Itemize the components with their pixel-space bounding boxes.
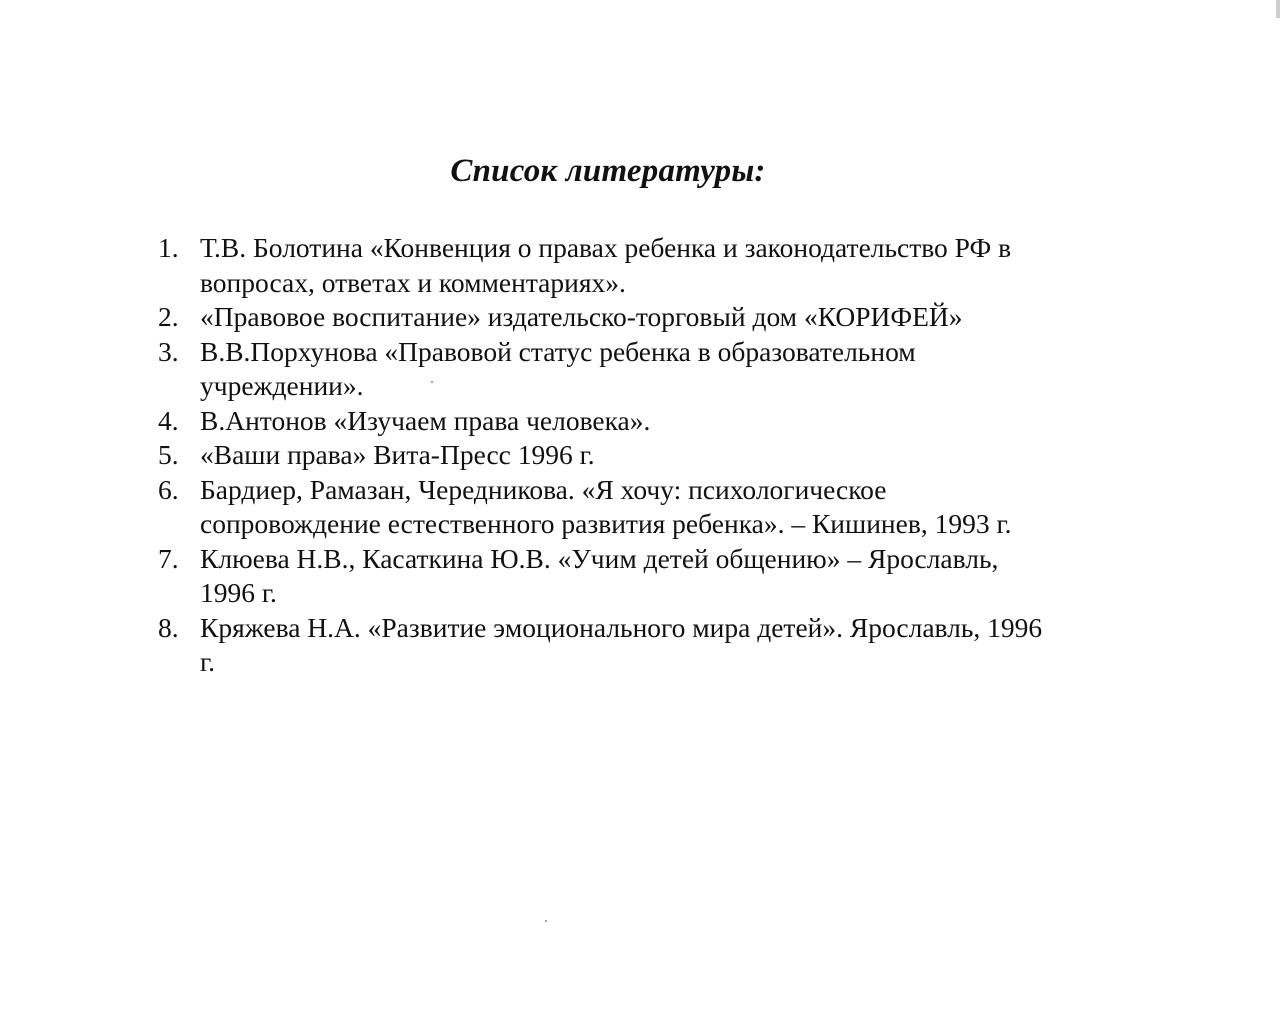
item-number: 1. (158, 232, 179, 263)
item-text: «Правовое воспитание» издательско-торговый дом «КОРИФЕЙ» (200, 301, 963, 332)
item-number: 3. (158, 335, 179, 367)
item-number: 4. (158, 404, 179, 436)
scan-edge-mark (1276, 0, 1280, 18)
list-item (158, 231, 1058, 300)
scan-speck (545, 920, 547, 922)
item-number: 7. (158, 542, 179, 574)
item-text: Бардиер, Рамазан, Чередникова. «Я хочу: психологическое сопровождение естественного развития ребенка». – Кишинев, 1993 г. (200, 473, 1012, 539)
list-item (158, 542, 1058, 611)
list-item (158, 611, 1058, 680)
item-text: Клюева Н.В., Касаткина Ю.В. «Учим детей общению» – Ярославль, 1996 г. (200, 542, 999, 608)
item-text: Т.В. Болотина «Конвенция о правах ребенка и законодательство РФ в вопросах, ответах и комментариях». (200, 232, 1012, 298)
list-item (158, 335, 1058, 404)
list-item (158, 473, 1058, 542)
item-text: «Ваши права» Вита-Пресс 1996 г. (200, 439, 595, 470)
item-text: В.В.Порхунова «Правовой статус ребенка в образовательном учреждении». (200, 335, 916, 401)
list-item (158, 300, 1058, 335)
page-title: Список литературы: (450, 153, 766, 189)
item-number: 6. (158, 473, 179, 505)
reference-list (158, 231, 1058, 680)
item-number: 8. (158, 611, 179, 643)
item-number: 2. (158, 301, 179, 332)
item-number: 5. (158, 439, 179, 470)
item-text: В.Антонов «Изучаем права человека». (200, 404, 651, 436)
item-text: Кряжева Н.А. «Развитие эмоционального мира детей». Ярославль, 1996 г. (200, 611, 1043, 677)
list-item (158, 438, 1058, 473)
list-item (158, 404, 1058, 439)
scan-speck (431, 381, 433, 383)
